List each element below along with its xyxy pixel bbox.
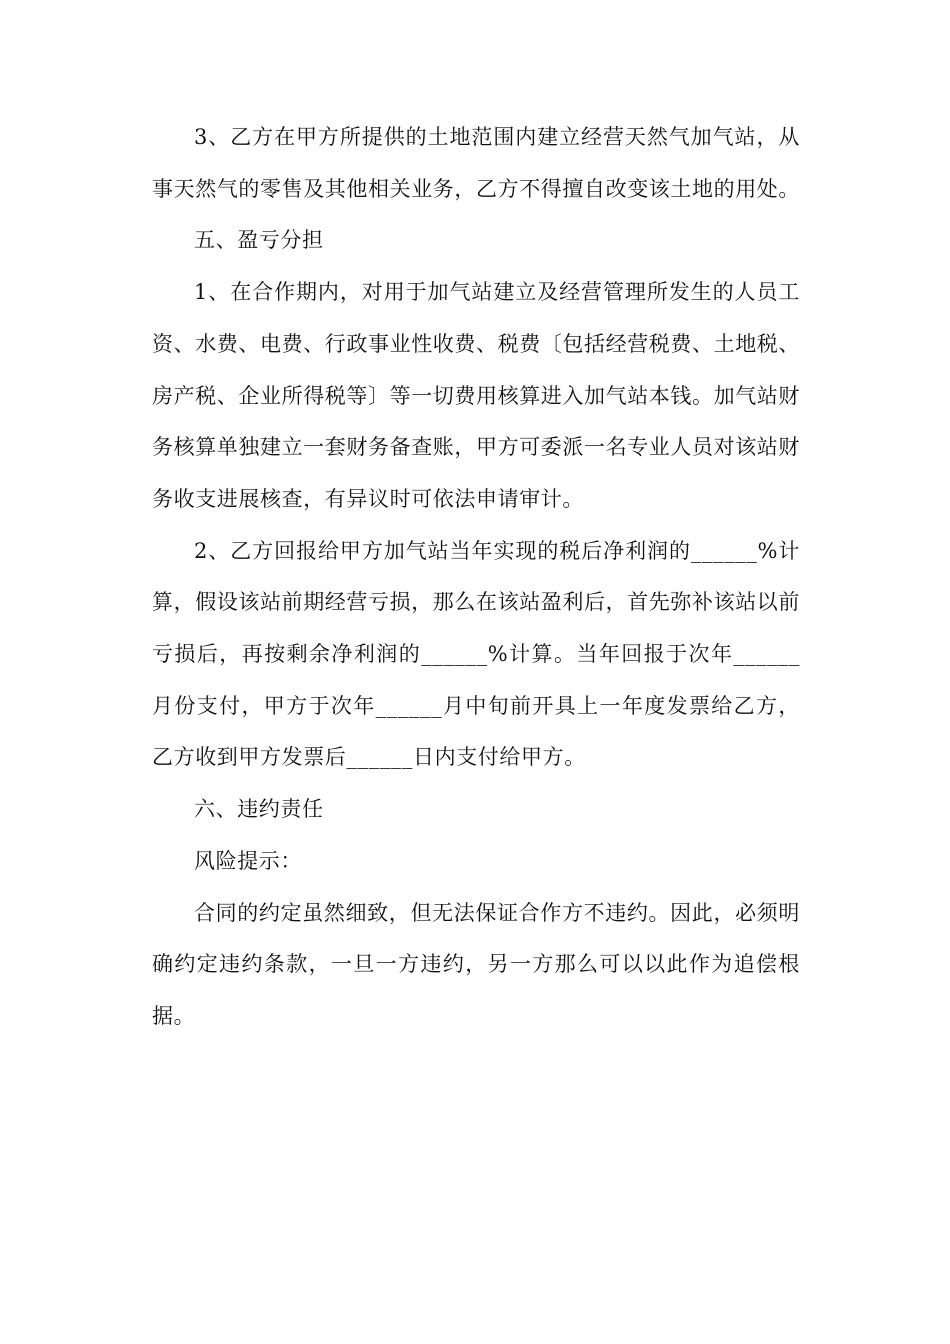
section-heading-breach: 六、违约责任 xyxy=(194,797,324,822)
risk-notice-paragraph: 合同的约定虽然细致，但无法保证合作方不违约。因此，必须明确约定违约条款，一旦一方违约，另一方那么可以以此作为追偿根据。 xyxy=(152,900,800,1028)
clause-paragraph-costs: 1、在合作期内，对用于加气站建立及经营管理所发生的人员工资、水费、电费、行政事业性收费、税费〔包括经营税费、土地税、房产税、企业所得税等〕等一切费用核算进入加气站本钱。加气站财务核算单独建立一套财务备查账，甲方可委派一名专业人员对该站财务收支进展核查，有异议时可依法申请审计。 xyxy=(152,280,800,511)
document-body xyxy=(152,112,800,1043)
risk-notice-label: 风险提示： xyxy=(194,848,302,873)
section-heading-profit-loss: 五、盈亏分担 xyxy=(194,228,324,253)
clause-paragraph-land-use: 3、乙方在甲方所提供的土地范围内建立经营天然气加气站，从事天然气的零售及其他相关业务，乙方不得擅自改变该土地的用处。 xyxy=(152,125,800,201)
clause-paragraph-returns: 2、乙方回报给甲方加气站当年实现的税后净利润的______%计算，假设该站前期经营亏损，那么在该站盈利后，首先弥补该站以前亏损后，再按剩余净利润的______%计算。当年回报于次年______月份支付，甲方于次年______月中旬前开具上一年度发票给乙方，乙方收到甲方发票后______日内支付给甲方。 xyxy=(152,538,800,770)
